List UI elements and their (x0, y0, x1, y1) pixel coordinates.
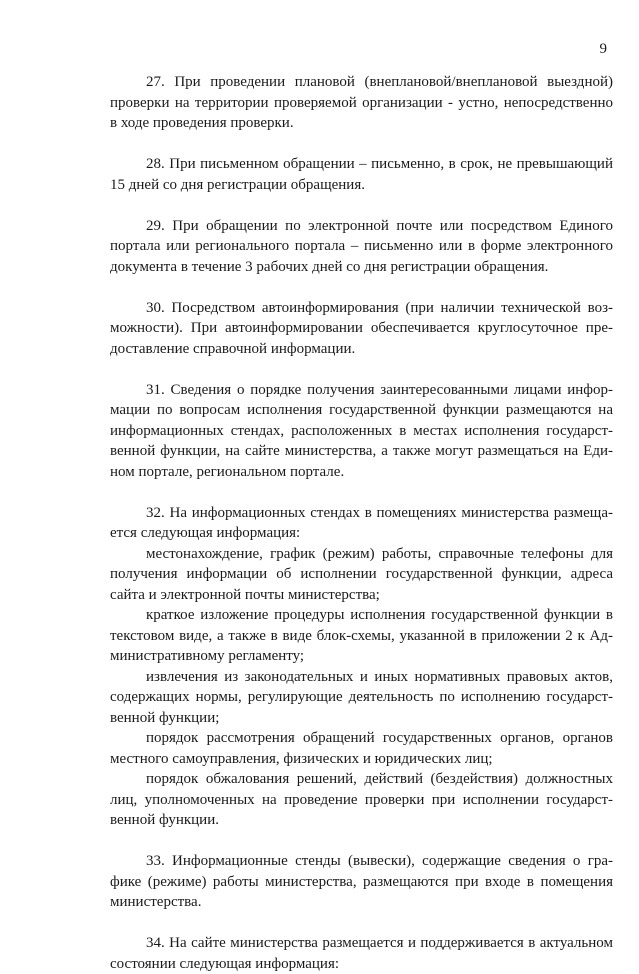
text-line: ется следующая информация: (110, 523, 613, 544)
text-line: можности). При автоинформировании обеспечивается круглосуточное пре- (110, 318, 613, 339)
text-line: 30. Посредством автоинформирования (при наличии технической воз- (110, 298, 613, 319)
list-item-line: местонахождение, график (режим) работы, справочные телефоны для (110, 544, 613, 565)
text-line: доставление справочной информации. (110, 339, 613, 360)
text-line: проверки на территории проверяемой организации - устно, непосредственно (110, 93, 613, 114)
paragraph-32 (110, 503, 613, 831)
text-line: состоянии следующая информация: (110, 954, 613, 974)
document-body (110, 72, 613, 974)
text-line: 15 дней со дня регистрации обращения. (110, 175, 613, 196)
text-line: документа в течение 3 рабочих дней со дня регистрации обращения. (110, 257, 613, 278)
list-item-line: венной функции. (110, 810, 613, 831)
paragraph-30 (110, 298, 613, 360)
paragraph-27 (110, 72, 613, 134)
text-line: 28. При письменном обращении – письменно, в срок, не превышающий (110, 154, 613, 175)
text-line: 32. На информационных стендах в помещениях министерства размеща- (110, 503, 613, 524)
paragraph-34 (110, 933, 613, 974)
text-line: мации по вопросам исполнения государственной функции размещаются на (110, 400, 613, 421)
paragraph-28 (110, 154, 613, 195)
text-line: в ходе проведения проверки. (110, 113, 613, 134)
list-item-line: извлечения из законодательных и иных нормативных правовых актов, (110, 667, 613, 688)
text-line: фике (режиме) работы министерства, размещаются при входе в помещения (110, 872, 613, 893)
text-line: 27. При проведении плановой (внеплановой/внеплановой выездной) (110, 72, 613, 93)
list-item-line: порядок обжалования решений, действий (бездействия) должностных (110, 769, 613, 790)
text-line: информационных стендах, расположенных в местах исполнения государст- (110, 421, 613, 442)
list-item-line: краткое изложение процедуры исполнения государственной функции в (110, 605, 613, 626)
list-item-line: содержащих нормы, регулирующие деятельность по исполнению государст- (110, 687, 613, 708)
list-item-line: получения информации об исполнении государственной функции, адреса (110, 564, 613, 585)
list-item-line: сайта и электронной почты министерства; (110, 585, 613, 606)
list-item-line: министративному регламенту; (110, 646, 613, 667)
text-line: 34. На сайте министерства размещается и поддерживается в актуальном (110, 933, 613, 954)
text-line: министерства. (110, 892, 613, 913)
paragraph-31 (110, 380, 613, 483)
list-item-line: венной функции; (110, 708, 613, 729)
page-number: 9 (600, 40, 608, 58)
list-item-line: текстовом виде, а также в виде блок-схемы, указанной в приложении 2 к Ад- (110, 626, 613, 647)
text-line: портала или регионального портала – письменно или в форме электронного (110, 236, 613, 257)
paragraph-29 (110, 216, 613, 278)
text-line: ном портале, региональном портале. (110, 462, 613, 483)
text-line: венной функции, на сайте министерства, а также могут размещаться на Еди- (110, 441, 613, 462)
paragraph-33 (110, 851, 613, 913)
list-item-line: местного самоуправления, физических и юридических лиц; (110, 749, 613, 770)
list-item-line: порядок рассмотрения обращений государственных органов, органов (110, 728, 613, 749)
list-item-line: лиц, уполномоченных на проведение проверки при исполнении государст- (110, 790, 613, 811)
text-line: 29. При обращении по электронной почте или посредством Единого (110, 216, 613, 237)
text-line: 33. Информационные стенды (вывески), содержащие сведения о гра- (110, 851, 613, 872)
text-line: 31. Сведения о порядке получения заинтересованными лицами инфор- (110, 380, 613, 401)
